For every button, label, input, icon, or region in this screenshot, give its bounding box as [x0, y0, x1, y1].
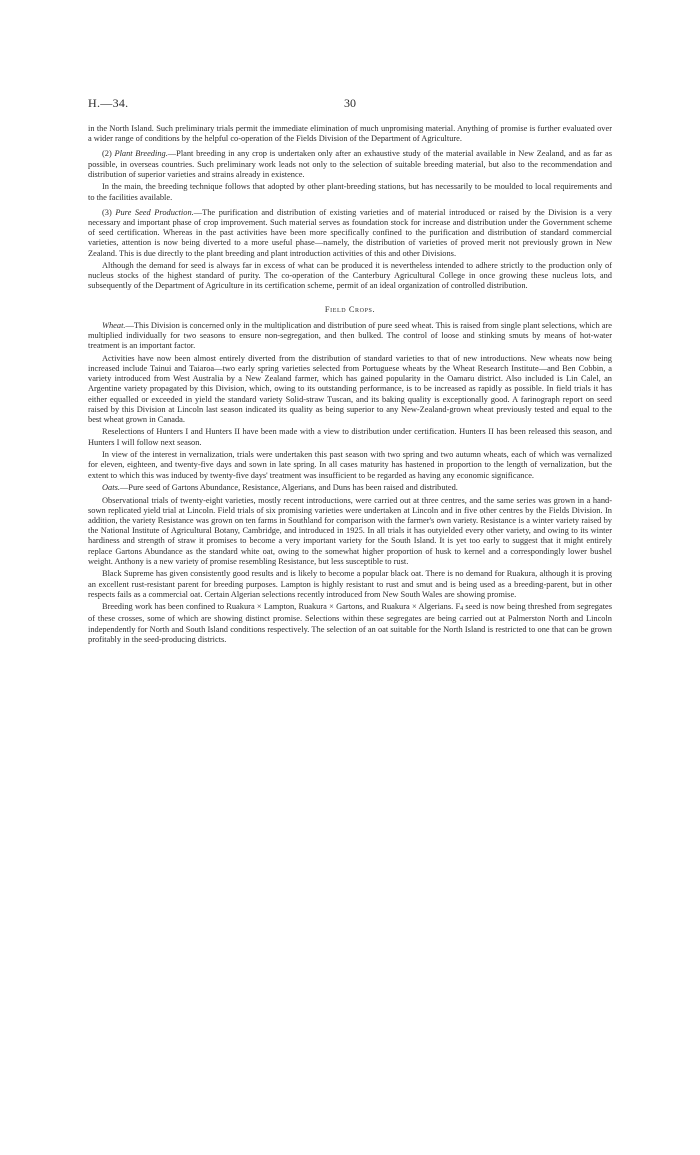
section-number: (3)	[102, 207, 112, 217]
subsection-title-wheat: Wheat.	[102, 320, 126, 330]
paragraph-wheat-activities: Activities have now been almost entirely diverted from the distribution of standard varieties to that of new introductions. New wheats now being increased include Tainui and Taiaroa—two early spring varieties selected from Portuguese wheats by the Wheat Research Institute—and Ben Cobbin, a variety introduced from West Australia by a New Zealand farmer, which has gained popularity in the Oamaru district. Also included is Lin Calel, an Argentine variety propagated by this Division, which, owing to its outstanding performance, is to be increased as rapidly as possible. In field trials it has either equalled or exceeded in yield the standard variety Solid-straw Tuscan, and its baking quality is exceptionally good. A farinograph report on seed raised by this Division at Lincoln last season indicated its quality as being superior to any New-Zealand-grown wheat previously tested and equal to the best wheat grown in Canada.	[88, 353, 612, 424]
paragraph-oats-trials: Observational trials of twenty-eight varieties, mostly recent introductions, were carried out at three centres, and the same series was grown in a hand-sown replicated yield trial at Lincoln. Field trials of six promising varieties were undertaken at Lincoln and in five other centres by the Fields Division. In addition, the variety Resistance was grown on ten farms in Southland for comparison with the farmer's own variety. Resistance is a winter variety raised by the National Institute of Agricultural Botany, Cambridge, and introduced in 1925. In all trials it has outyielded every other variety, and owing to its winter hardiness and strength of straw it promises to become a very important variety for the South Island. It is yet too early to suggest that it might entirely replace Gartons Abundance as the standard white oat, owing to the somewhat higher proportion of husk to kernel and a correspondingly lower bushel weight. Anthony is a new variety of promise resembling Resistance, but less susceptible to rust.	[88, 495, 612, 566]
paragraph-wheat-reselections: Reselections of Hunters I and Hunters II have been made with a view to distribution under certification. Hunters II has been released this season, and Hunters I will follow next season.	[88, 427, 612, 447]
paragraph-oats-breeding: Breeding work has been confined to Ruakura × Lampton, Ruakura × Gartons, and Ruakura × Algerians. F4 seed is now being threshed from segregates of these crosses, some of which are showing distinct promise. Selections within these segregates are being carried out at Palmerston North and Lincoln independently for North and South Island conditions respectively. The selection of an oat suitable for the North Island is restricted to one that can be grown profitably in the seed-producing districts.	[88, 602, 612, 644]
page-number: 30	[344, 96, 356, 110]
paragraph-text: —Pure seed of Gartons Abundance, Resistance, Algerians, and Duns has been raised and distributed.	[119, 483, 458, 493]
section-title-plant-breeding: Plant Breeding.	[114, 149, 168, 159]
paragraph-pure-seed-2: Although the demand for seed is always far in excess of what can be produced it is nevertheless intended to adhere strictly to the production only of nucleus stocks of the highest standard of purity. The co-operation of the Canterbury Agricultural College in once growing these nucleus lots, and subsequently of the Department of Agriculture in its certification scheme, permit of an ideal organization of controlled distribution.	[88, 261, 612, 291]
paragraph-oats-black-supreme: Black Supreme has given consistently good results and is likely to become a popular black oat. There is no demand for Ruakura, although it is proving an excellent rust-resistant parent for breeding purposes. Lampton is highly resistant to rust and smut and is being used as a breeding-parent, but in other respects fails as a commercial oat. Certain Algerian selections recently introduced from New South Wales are showing promise.	[88, 569, 612, 599]
page-body	[88, 124, 612, 647]
paragraph-text: —This Division is concerned only in the multiplication and distribution of pure seed wheat. This is raised from single plant selections, which are multiplied individually for two seasons to ensure non-segregation, and then bulked. The control of loose and stinking smuts by means of hot-water treatment is an important factor.	[88, 320, 612, 351]
running-head	[88, 96, 612, 112]
section-heading-field-crops: Field Crops.	[324, 304, 376, 314]
paragraph-oats	[88, 483, 612, 493]
paragraph-text: —The purification and distribution of existing varieties and of material introduced or raised by the Division is a very necessary and important phase of crop improvement. Such material serves as foundation stock for increase and distribution under the Government scheme of seed certification. Whereas in the past activities have been more specifically confined to the purification and distribution of standard commercial varieties, attention is now being diverted to a more useful phase—namely, the distribution of varieties of proved merit not previously grown in New Zealand. This is due directly to the plant breeding and plant introduction activities of this and other Divisions.	[88, 207, 612, 258]
paragraph-pure-seed	[88, 208, 612, 259]
section-title-pure-seed: Pure Seed Production.	[115, 207, 194, 217]
paragraph-plant-breeding	[88, 149, 612, 180]
paragraph-intro: in the North Island. Such preliminary trials permit the immediate elimination of much unpromising material. Anything of promise is further evaluated over a wider range of conditions by the helpful co-operation of the Fields Division of the Department of Agriculture.	[88, 124, 612, 144]
paragraph-wheat-vernalization: In view of the interest in vernalization, trials were undertaken this past season with two spring and two autumn wheats, each of which was vernalized for eleven, eighteen, and twenty-five days and sown in late spring. In all cases maturity has hastened in proportion to the length of vernalization, but the extent to which this was induced by twenty-five days' treatment was insufficient to be regarded as having any economic significance.	[88, 450, 612, 480]
paragraph-text: —Plant breeding in any crop is undertaken only after an exhaustive study of the material available in New Zealand, and as far as possible, in overseas countries. Such preliminary work leads not only to the selection of suitable breeding material, but also to the recommendation and distribution of superior varieties and strains already in existence.	[88, 149, 612, 179]
section-number: (2)	[102, 149, 112, 159]
paragraph-plant-breeding-2: In the main, the breeding technique follows that adopted by other plant-breeding stations, but has necessarily to be moulded to local requirements and to the facilities available.	[88, 182, 612, 202]
subscript: 4	[460, 606, 464, 613]
subsection-title-oats: Oats.	[102, 483, 120, 493]
paragraph-wheat	[88, 321, 612, 352]
document-reference: H.—34.	[88, 96, 129, 110]
